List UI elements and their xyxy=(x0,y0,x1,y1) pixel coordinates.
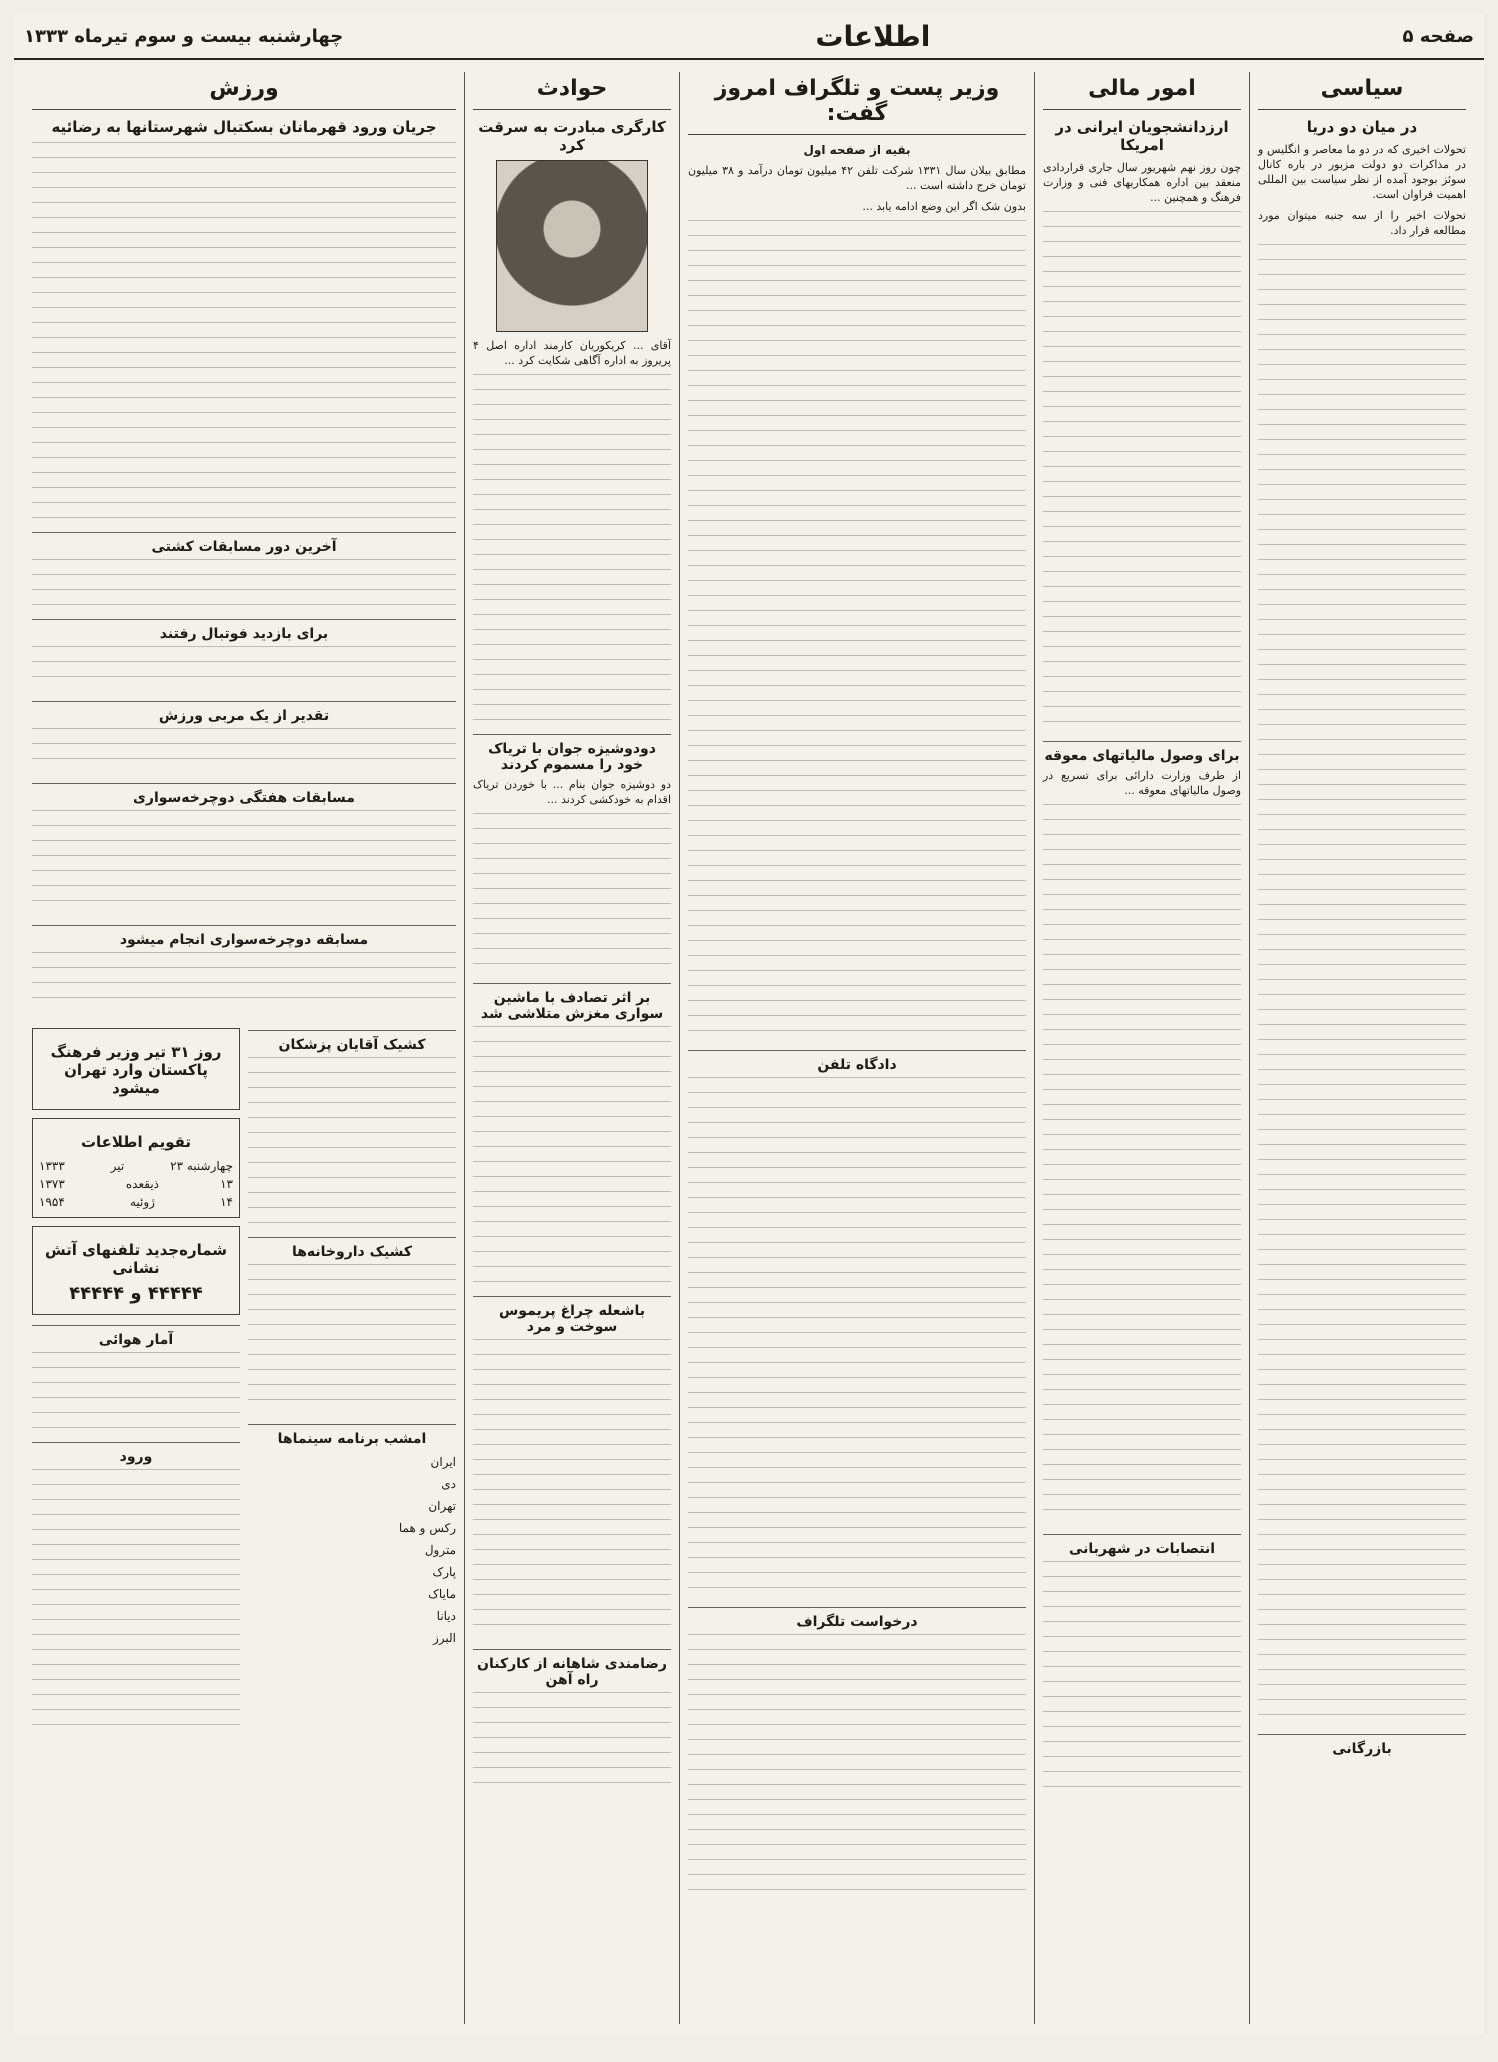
headline-sports-4: تقدیر از یک مربی ورزش xyxy=(32,701,456,724)
column-finance xyxy=(1034,72,1249,2024)
cinema-item: پارک xyxy=(432,1565,456,1579)
body-text-lines xyxy=(32,142,456,522)
calendar-box xyxy=(32,1118,240,1218)
cinema-item: البرز xyxy=(432,1631,456,1645)
body-text-lines xyxy=(248,1264,456,1414)
cinema-item: رکس و هما xyxy=(398,1521,456,1535)
headline-finance-3: انتصابات در شهربانی xyxy=(1043,1534,1241,1557)
phones-title: شماره‌جدید تلفنهای آتش نشانی xyxy=(44,1241,228,1277)
body-text-lines xyxy=(32,646,456,691)
headline-sports-1: جریان ورود قهرمانان بسکتبال شهرستانها به رضائیه xyxy=(51,118,437,136)
section-title-finance: امور مالی xyxy=(1043,72,1241,110)
headline-clinic-1: کشیک آقایان پزشکان xyxy=(248,1030,456,1053)
body-text-lines xyxy=(248,1057,456,1227)
headline-telegraph: وزیر پست و تلگراف امروز گفت: xyxy=(688,72,1026,135)
paragraph: تحولات اخیر را از سه جنبه میتوان مورد مطالعه قرار داد. xyxy=(1258,209,1466,237)
body-text-lines xyxy=(688,220,1026,1040)
headline-sports-3: برای بازدید فوتبال رفتند xyxy=(32,619,456,642)
body-text-lines xyxy=(473,1339,671,1639)
headline-finance-1: ارزدانشجویان ایرانی در امریکا xyxy=(1055,118,1229,154)
paragraph: از طرف وزارت دارائی برای تسریع در وصول مالیاتهای معوقه ... xyxy=(1043,769,1241,797)
column-political xyxy=(1249,72,1474,2024)
cinema-item: دی xyxy=(441,1477,456,1491)
column-telegraph xyxy=(679,72,1034,2024)
body-text-lines xyxy=(1043,1561,1241,1801)
info-column xyxy=(32,1020,240,1737)
calendar-year: ۱۳۳۳ xyxy=(39,1159,65,1173)
cinema-item: تهران xyxy=(428,1499,456,1513)
clinic-column xyxy=(248,1020,456,1737)
headline-sports-5: مسابقات هفتگی دوچرخه‌سواری xyxy=(32,783,456,806)
headline-incident-2: دودوشیزه جوان با تریاک خود را مسموم کردند xyxy=(473,734,671,773)
body-text-lines xyxy=(1258,244,1466,1724)
calendar-month: ژوئیه xyxy=(129,1195,155,1209)
calendar-month: تیر xyxy=(110,1159,125,1173)
event-headline: روز ۳۱ تیر وزیر فرهنگ پاکستان وارد تهران میشود xyxy=(50,1043,222,1097)
issue-date: چهارشنبه بیست و سوم تیرماه ۱۳۳۳ xyxy=(24,25,344,47)
calendar-year: ۱۹۵۴ xyxy=(39,1195,65,1209)
calendar-day: چهارشنبه ۲۳ xyxy=(170,1159,233,1173)
cinema-item: مترول xyxy=(424,1543,456,1557)
body-text-lines xyxy=(688,1634,1026,1894)
body-text-lines xyxy=(32,1469,240,1729)
body-text-lines xyxy=(473,1692,671,1792)
section-title-incidents: حوادث xyxy=(473,72,671,110)
paragraph: مطابق بیلان سال ۱۳۳۱ شرکت تلفن ۴۲ میلیون تومان درآمد و ۳۸ میلیون تومان خرج داشته است ... xyxy=(688,164,1026,192)
masthead xyxy=(14,14,1484,60)
phones-box xyxy=(32,1226,240,1315)
calendar-day: ۱۳ xyxy=(220,1177,233,1191)
calendar-title: تقویم اطلاعات xyxy=(80,1133,192,1151)
continued-note: بقیه از صفحه اول xyxy=(803,143,911,157)
calendar-row xyxy=(39,1175,233,1193)
cinema-item: دیانا xyxy=(436,1609,456,1623)
headline-incident-3: بر اثر تصادف با ماشین سواری مغزش متلاشی شد xyxy=(473,983,671,1022)
page-number: صفحه ۵ xyxy=(1402,25,1474,47)
paragraph: تحولات اخیری که در دو ما معاصر و انگلیس و در مذاکرات دو دولت مزبور در باره کانال سوئز بوجود آمده از نظر سیاست بین المللی اهمیت فراوان است. xyxy=(1258,143,1466,201)
calendar-row xyxy=(39,1193,233,1211)
headline-sports-6: مسابقه دوچرخه‌سواری انجام میشود xyxy=(32,925,456,948)
headline-finance-2: برای وصول مالیاتهای معوقه xyxy=(1043,741,1241,764)
headline-clinic-2: کشیک داروخانه‌ها xyxy=(248,1237,456,1260)
section-title-political: سیاسی xyxy=(1258,72,1466,110)
paragraph: آقای ... کریکوریان کارمند اداره اصل ۴ پریروز به اداره آگاهی شکایت کرد ... xyxy=(473,339,671,367)
cinema-item: ایران xyxy=(430,1455,456,1469)
headline-weather: آمار هوائی xyxy=(32,1325,240,1348)
footer-headline: بازرگانی xyxy=(1258,1734,1466,1757)
body-text-lines xyxy=(1043,804,1241,1524)
body-text-lines xyxy=(473,813,671,973)
headline-incident-5: رضامندی شاهانه از کارکنان راه آهن xyxy=(473,1649,671,1688)
body-text-lines xyxy=(1043,211,1241,731)
paragraph: چون روز نهم شهریور سال جاری قراردادی منعقد بین اداره همکاریهای فنی و وزارت فرهنگ و همچنین ... xyxy=(1043,161,1241,204)
headline-telegraph-3: درخواست تلگراف xyxy=(688,1607,1026,1630)
newspaper-title: اطلاعات xyxy=(815,19,931,53)
calendar-year: ۱۳۷۳ xyxy=(39,1177,65,1191)
headline-sports-2: آخرین دور مسابقات کشتی xyxy=(32,532,456,555)
headline-political: در میان دو دریا xyxy=(1306,118,1418,136)
body-text-lines xyxy=(473,1026,671,1286)
body-text-lines xyxy=(32,559,456,609)
body-text-lines xyxy=(688,1077,1026,1597)
columns xyxy=(24,72,1474,2024)
paragraph: بدون شک اگر این وضع ادامه یابد ... xyxy=(862,200,1026,213)
headline-telegraph-2: دادگاه تلفن xyxy=(688,1050,1026,1073)
body-text-lines xyxy=(32,810,456,915)
event-box xyxy=(32,1028,240,1110)
paragraph: دو دوشیزه جوان بنام ... با خوردن تریاک اقدام به خودکشی کردند ... xyxy=(473,778,671,806)
body-text-lines xyxy=(32,952,456,1012)
column-incidents xyxy=(464,72,679,2024)
calendar-day: ۱۴ xyxy=(220,1195,233,1209)
newspaper-page xyxy=(14,14,1484,2034)
cinema-item: مایاک xyxy=(428,1587,456,1601)
cinema-list xyxy=(248,1451,456,1649)
calendar-row xyxy=(39,1157,233,1175)
headline-incident-4: باشعله چراغ پریموس سوخت و مرد xyxy=(473,1296,671,1335)
headline-arrivals: ورود xyxy=(32,1442,240,1465)
section-title-sports: ورزش xyxy=(32,72,456,110)
body-text-lines xyxy=(473,374,671,724)
calendar-month: ذیقعده xyxy=(125,1177,160,1191)
phones-number: ۴۴۴۴۴ و ۴۴۴۴۴ xyxy=(69,1283,203,1304)
body-text-lines xyxy=(32,728,456,773)
column-sports xyxy=(24,72,464,2024)
headline-incident-1: کارگری مبادرت به سرقت کرد xyxy=(478,118,666,154)
portrait-photo xyxy=(496,160,648,332)
body-text-lines xyxy=(32,1352,240,1432)
headline-cinema: امشب برنامه سینماها xyxy=(248,1424,456,1447)
